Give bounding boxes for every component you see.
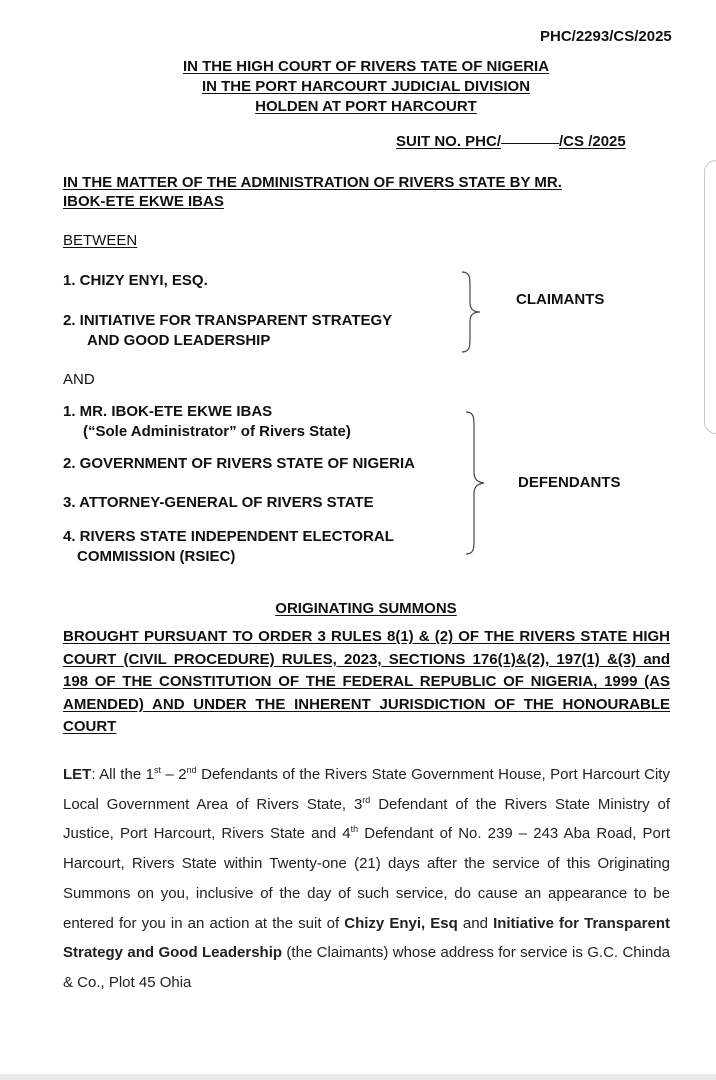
- body-text-7: (the Claimants) whose address for service is G.C. Chinda & Co., Plot 45 Ohia: [63, 944, 671, 991]
- claimant-2-line-2: AND GOOD LEADERSHIP: [87, 332, 271, 349]
- ordinal-th: th: [350, 824, 359, 835]
- court-title-line-1: IN THE HIGH COURT OF RIVERS TATE OF NIGERIA: [182, 58, 550, 75]
- defendants-label: DEFENDANTS: [518, 474, 621, 491]
- defendant-4-line-2: COMMISSION (RSIEC): [77, 548, 236, 565]
- claimants-brace: [456, 270, 486, 354]
- defendant-3: 3. ATTORNEY-GENERAL OF RIVERS STATE: [63, 494, 374, 511]
- matter-line-2: IBOK-ETE EKWE IBAS: [63, 193, 224, 210]
- body-text-4: Defendant of the Rivers State Ministry of Justice, Port Harcourt, Rivers State and 4: [63, 795, 670, 843]
- defendant-1-line-1: 1. MR. IBOK-ETE EKWE IBAS: [63, 403, 273, 420]
- claimant-2-line-1: 2. INITIATIVE FOR TRANSPARENT STRATEGY: [63, 312, 393, 329]
- body-text-5: Defendant of No. 239 – 243 Aba Road, Port Harcourt, Rivers State within Twenty-one (21) days after the service of this Originating Summons on you, inclusive of the day of such service, do cause an appearance to be entered for you in an action at the suit of: [63, 825, 671, 932]
- originating-summons-title: ORIGINATING SUMMONS: [275, 600, 457, 617]
- suit-number-suffix: /CS /2025: [559, 133, 626, 150]
- defendant-4: [63, 527, 394, 567]
- matter-heading: [63, 173, 562, 211]
- suit-number-prefix: SUIT NO. PHC/: [396, 133, 502, 150]
- scroll-handle[interactable]: [704, 160, 716, 434]
- body-text-6: and: [457, 914, 494, 932]
- body-text-2: – 2: [161, 766, 187, 783]
- suit-number-blank: [501, 142, 559, 144]
- reference-number: PHC/2293/CS/2025: [540, 28, 672, 45]
- ordinal-nd: nd: [186, 765, 197, 775]
- defendants-brace: [460, 410, 490, 556]
- claimant-1: 1. CHIZY ENYI, ESQ.: [63, 272, 208, 289]
- matter-line-1: IN THE MATTER OF THE ADMINISTRATION OF RIVERS STATE BY MR.: [63, 174, 562, 191]
- suit-number: [396, 133, 626, 150]
- court-title-line-3: HOLDEN AT PORT HARCOURT: [255, 98, 477, 115]
- body-text-3: Defendants of the Rivers State Government House, Port Harcourt City Local Government Area of Rivers State, 3: [63, 766, 670, 813]
- claimants-label: CLAIMANTS: [516, 291, 605, 308]
- ordinal-rd: rd: [362, 794, 371, 805]
- claimant-2: [63, 311, 392, 351]
- pursuant-clause: BROUGHT PURSUANT TO ORDER 3 RULES 8(1) & (2) OF THE RIVERS STATE HIGH COURT (CIVIL PROCEDURE) RULES, 2023, SECTIONS 176(1)&(2), 197(1) &(3) and 198 OF THE CONSTITUTION OF THE FEDERAL REPUBLIC OF NIGERIA, 1999 (AS AMENDED) AND UNDER THE INHERENT JURISDICTION OF THE HONOURABLE COURT: [63, 628, 670, 735]
- let-label: LET: [63, 766, 92, 783]
- defendant-2: 2. GOVERNMENT OF RIVERS STATE OF NIGERIA: [63, 455, 415, 472]
- summons-body: [63, 760, 670, 998]
- claimant-2-name: Initiative for Transparent Strategy and Good Leadership: [63, 914, 670, 962]
- body-text-1: : All the 1: [91, 766, 154, 783]
- between-label: BETWEEN: [63, 232, 138, 249]
- ordinal-st: st: [153, 765, 161, 775]
- and-label: AND: [63, 371, 95, 388]
- defendant-1-line-2: (“Sole Administrator” of Rivers State): [83, 423, 351, 440]
- defendant-4-line-1: 4. RIVERS STATE INDEPENDENT ELECTORAL: [63, 528, 394, 545]
- court-title-line-2: IN THE PORT HARCOURT JUDICIAL DIVISION: [201, 78, 531, 95]
- claimant-1-name: Chizy Enyi, Esq: [344, 914, 458, 932]
- defendant-1: [63, 402, 351, 442]
